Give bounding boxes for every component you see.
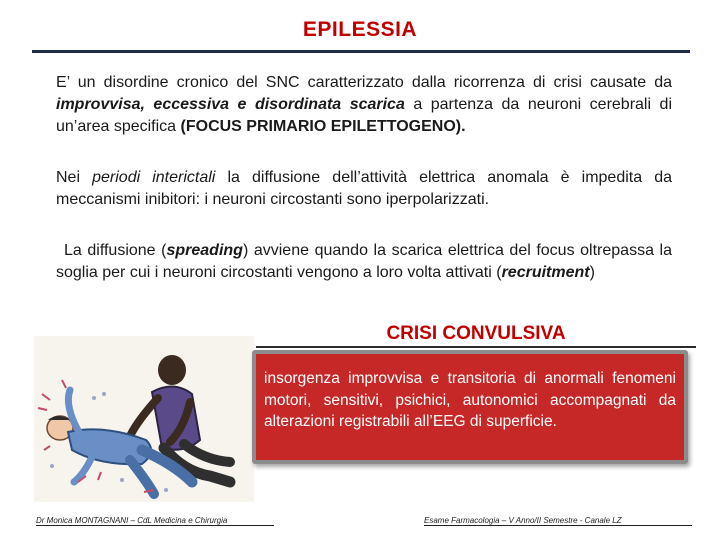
paragraph-spreading [56,240,672,284]
p3-text-c: ) [589,264,595,281]
p2-text-a: Nei [56,169,93,186]
footer-course: Esame Farmacologia – V Anno/II Semestre - Canale LZ [424,516,622,525]
paragraph-definition [56,72,672,138]
p2-emphasis: periodi interictali [92,169,216,186]
footer-author: Dr Monica MONTAGNANI – CdL Medicina e Chirurgia [36,516,228,525]
p1-emphasis: improvvisa, eccessiva e disordinata scarica [56,96,405,113]
p3-text-b: ) avviene quando la scarica elettrica del focus oltrepassa la soglia per cui i neuroni circostanti vengono a loro volta attivati ( [56,242,673,281]
p1-text-b: a partenza da neuroni cerebrali di un’area specifica [56,96,672,135]
seizure-illustration [34,332,254,502]
title-divider [32,50,690,53]
crisi-divider [256,346,696,348]
footer-right-underline [424,525,692,526]
crisi-heading: CRISI CONVULSIVA [386,323,566,344]
p1-text-a: E’ un disordine cronico del SNC caratterizzato dalla ricorrenza di crisi causate da [56,74,672,91]
definition-box [252,350,688,464]
p2-text-b: la diffusione dell’attività elettrica anomala è impedita da meccanismi inibitori: i neuroni circostanti sono iperpolarizzati. [56,169,673,208]
p3-text-a: La diffusione ( [64,242,167,259]
p1-focus: (FOCUS PRIMARIO EPILETTOGENO). [180,118,466,135]
paragraph-interictal [56,167,672,211]
p3-recruitment: recruitment [501,264,590,281]
footer-left-underline [36,525,274,526]
slide-title: EPILESSIA [302,18,418,41]
definition-text: insorgenza improvvisa e transitoria di anormali fenomeni motori, sensitivi, psichici, autonomici accompagnati da alterazioni registrabili all’EEG di superficie. [264,370,676,430]
p3-spreading: spreading [166,242,243,259]
